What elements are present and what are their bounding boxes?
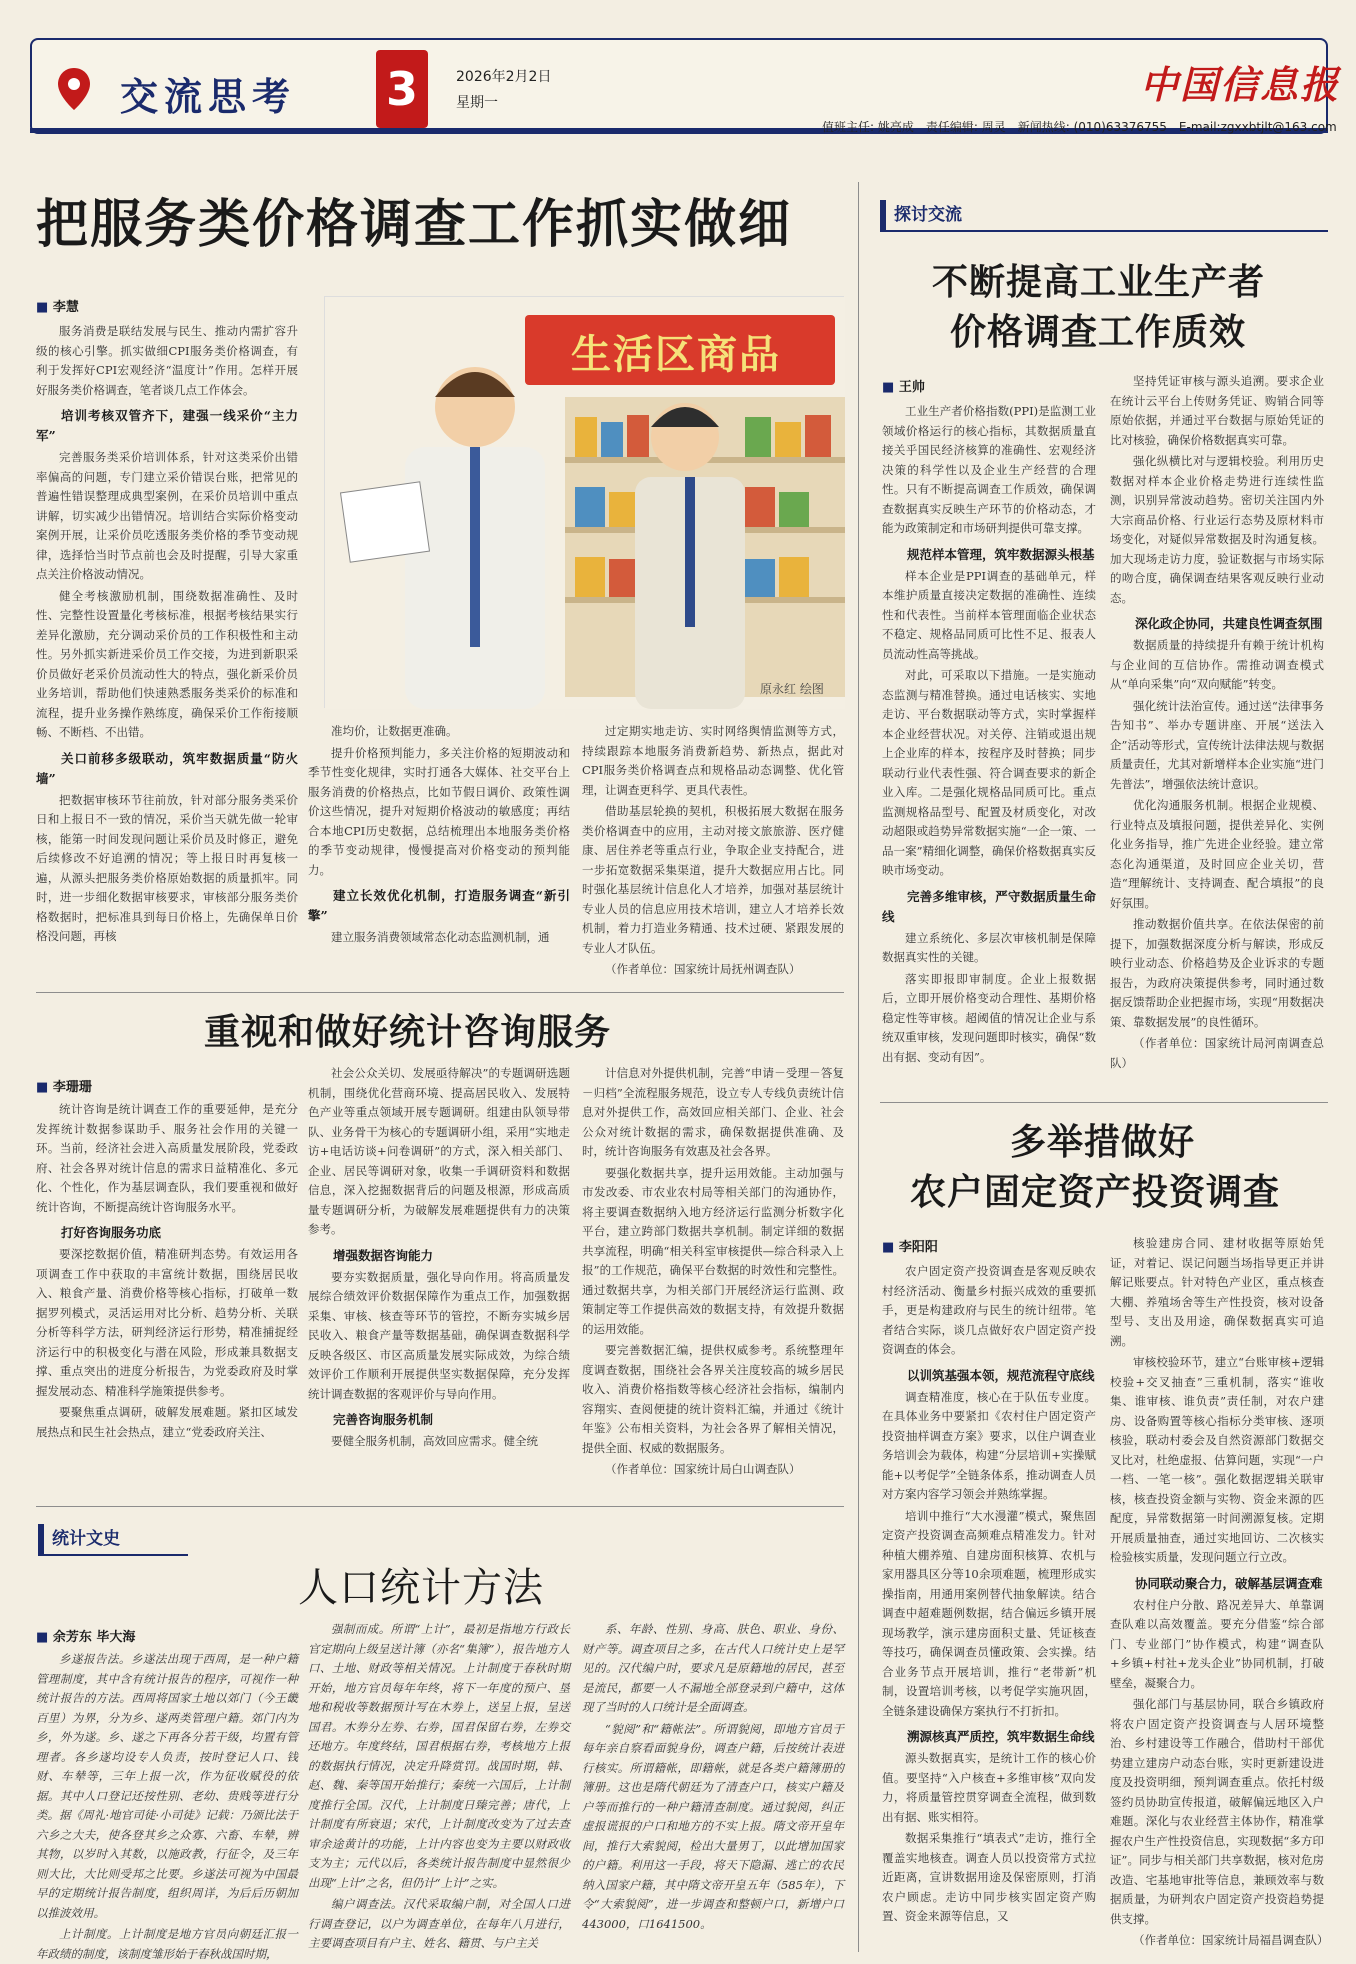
article1-author: ■ 李慧 xyxy=(36,296,79,315)
subheading: 关口前移多级联动，筑牢数据质量“防火墙” xyxy=(36,750,298,786)
article4-column-tag: 探讨交流 xyxy=(880,200,962,230)
subheading: 深化政企协同，共建良性调查氛围 xyxy=(1135,616,1323,631)
paragraph: 核验建房合同、建材收据等原始凭证，对着记、误记问题当场指导更正并讲解记账要点。针对特色产业区，重点核查大棚、养殖场舍等生产性投资，核对设备型号、支出及用途，确保数据真实可追溯。 xyxy=(1110,1236,1324,1348)
paragraph: 把数据审核环节往前放，针对部分服务类采价日和上报日不一致的情况，采价当天就先做一轮审核，能第一时间发现问题让采价员及时修正，避免后续修改不好追溯的情况；等上报日时再复核一遍，从源头把服务类价格原始数据的质量抓牢。同时，进一步细化数据审核要求，审核部分服务类价格数据时，把标准具到每日价格上，先确保单日价格没问题，再核 xyxy=(36,792,298,943)
article1-title: 把服务类价格调查工作抓实做细 xyxy=(36,194,793,255)
column-divider xyxy=(858,182,859,1952)
subheading: 规范样本管理，筑牢数据源头根基 xyxy=(907,546,1095,562)
section-title: 交流思考 xyxy=(120,74,297,119)
article4-column-2 xyxy=(1110,372,1324,1102)
paragraph: 优化沟通服务机制。根据企业规模、行业特点及填报问题，提供差异化、实例化业务指导，推广先进企业经验。建立常态化沟通渠道，及时回应企业关切，营造“理解统计、支持调查、配合填报”的良好氛围。 xyxy=(1110,798,1324,910)
article2-column-1 xyxy=(36,1100,298,1500)
issue-weekday: 星期一 xyxy=(456,95,498,111)
paragraph: 审核校验环节，建立“台账审核+逻辑校验+交叉抽查”三重机制，落实“谁收集、谁审核、谁负责”责任制，对农户建房、设备购置等核心指标分类审核、逐项核验，联动村委会及自然资源部门数据交叉比对，杜绝虚报、估算问题，实现“一户一档、一笔一核”。强化数据逻辑关联审核，核查投资金额与实物、资金来源的匹配度，异常数据第一时间溯源复核。定期开展质量抽查，通过实地回访、二次核实检验核实质量，发现问题立行立改。 xyxy=(1110,1355,1324,1564)
paragraph: 上计制度。上计制度是地方官员向朝廷汇报一年政绩的制度，该制度雏形始于春秋战国时期， xyxy=(36,1927,298,1961)
paragraph: 过定期实地走访、实时网络舆情监测等方式，持续跟踪本地服务消费新趋势、新热点，据此对CPI服务类价格调查点和规格品动态调整、优化管理，让调查更科学、更具代表性。 xyxy=(582,724,844,797)
subheading: 以训筑基强本领，规范流程守底线 xyxy=(907,1367,1095,1383)
paragraph: 推动数据价值共享。在依法保密的前提下，加强数据深度分析与解读，形成反映行业动态、价格趋势及企业诉求的专题报告，为政府决策提供参考，同时通过数据反馈帮助企业把握市场，实现“用数据决策、靠数据发展”的良性循环。 xyxy=(1110,917,1324,1029)
article1-column-2 xyxy=(308,722,570,982)
paragraph: 农户固定资产投资调查是客观反映农村经济活动、衡量乡村振兴成效的重要抓手，更是构建政府与民生的统计纽带。笔者结合实际，谈几点做好农户固定资产投资调查的体会。 xyxy=(882,1264,1096,1356)
paragraph: 健全考核激励机制，围绕数据准确性、及时性、完整性设置量化考核标准，根据考核结果实行差异化激励，充分调动采价员的工作积极性和主动性。另外抓实新进采价员工作交接，为进到新职采价员做好老采价员流动性大的特点，强化新采价员业务培训，帮助他们快速熟悉服务类采价的标准和流程，提升业务操作熟练度，确保采价工作衔接顺畅、不断档、不出错。 xyxy=(36,588,298,739)
issue-date: 2026年2月2日 xyxy=(456,69,552,85)
article4-title-line2: 价格调查工作质效 xyxy=(950,311,1247,353)
article3-column-2 xyxy=(308,1620,570,1950)
paragraph: 服务消费是联结发展与民生、推动内需扩容升级的核心引擎。抓实做细CPI服务类价格调查，有利于发挥好CPI宏观经济“温度计”作用。怎样开展好服务类价格调查，笔者谈几点工作体会。 xyxy=(36,324,298,397)
article2-column-2 xyxy=(308,1064,570,1500)
subheading: 建立长效优化机制，打造服务调查“新引擎” xyxy=(308,888,570,923)
subheading: 增强数据咨询能力 xyxy=(333,1247,434,1263)
article-divider xyxy=(36,992,844,993)
article2-author: ■ 李珊珊 xyxy=(36,1076,92,1095)
article2-title: 重视和做好统计咨询服务 xyxy=(204,1011,612,1053)
paragraph: 要聚焦重点调研，破解发展难题。紧扣区域发展热点和民生社会热点，建立“党委政府关注、 xyxy=(36,1405,298,1439)
article4-tag-underline xyxy=(880,230,1328,232)
paragraph: （作者单位：国家统计局福昌调查队） xyxy=(1133,1933,1329,1947)
paragraph: 提升价格预判能力，多关注价格的短期波动和季节性变化规律，实时打通各大媒体、社交平台上服务消费的价格热点，比如节假日调价、政策性调价这些情况，提升对短期价格波动的敏感度；再结合本地CPI历史数据，总结梳理出本地服务类价格的季节变动规律，慢慢提高对价格变动的预判能力。 xyxy=(308,745,570,877)
illustration-sign-text: 生活区商品 xyxy=(571,331,781,378)
paragraph: 强化统计法治宣传。通过送“法律事务告知书”、举办专题讲座、开展“送法入企”活动等形式，宣传统计法律法规与数据质量责任，尤其对新增样本企业实施“进门先普法”，增强依法统计意识。 xyxy=(1110,698,1324,791)
paragraph: 强化纵横比对与逻辑校验。利用历史数据对样本企业价格走势进行连续性监测，识别异常波动趋势。密切关注国内外大宗商品价格、行业运行态势及原材料市场变化，对疑似异常数据及时沟通复核。加大现场走访力度，验证数据与市场实际的吻合度，确保调查结果客观反映行业动态。 xyxy=(1110,454,1324,605)
paragraph: 农村住户分散、路况差异大、单靠调查队难以高效覆盖。要充分借鉴“综合部门、专业部门”协作模式，构建“调查队+乡镇+村社+龙头企业”协同机制，打破壁垒，凝聚合力。 xyxy=(1110,1597,1324,1690)
newspaper-logo: 中国信息报 xyxy=(1140,62,1341,107)
paragraph: 统计咨询是统计调查工作的重要延伸，是充分发挥统计数据参谋助手、服务社会作用的关键一环。当前，经济社会进入高质量发展阶段，党委政府、社会各界对统计信息的需求日益精准化、多元化、个性化，作为基层调查队，我们要重视和做好统计咨询，不断提高统计咨询服务水平。 xyxy=(36,1102,298,1214)
article-divider xyxy=(880,1102,1328,1103)
paragraph: “貌阅”和“籍帐法”。所谓貌阅，即地方官员于每年亲自察看面貌身份，调查户籍，后按统计表进行核实。所谓籍帐，即籍帐，就是各类户籍簿册的簿册。这也是隋代朝廷为了清查户口，核实户籍及户等而推行的一种户籍清查制度。通过貌阅，纠正虚报谎报的户口和地方的不实上报。隋文帝开皇年间，推行大索貌阅，检出大量男丁，以此增加国家的户籍。利用这一手段，将天下隐漏、逃亡的农民纳入国家户籍，其中隋文帝开皇五年（585年），下令“大索貌阅”，进一步调查和整顿户口，新增户口443000，口1641500。 xyxy=(582,1721,844,1931)
location-pin-icon xyxy=(56,66,92,112)
page-number: 3 xyxy=(376,50,428,128)
paragraph: 样本企业是PPI调查的基础单元，样本维护质量直接决定数据的准确性、连续性和代表性。当前样本管理面临企业状态不稳定、规格品同质可比性不足、报表人员流动性高等挑战。 xyxy=(882,568,1096,661)
editor-credits: 值班主任: 姚亮成 责任编辑: 周灵 新闻热线: (010)63376755 E-mail:zgxxbtjlt@163.com xyxy=(822,120,1337,134)
paragraph: 完善服务类采价培训体系，针对这类采价出错率偏高的问题，专门建立采价错误台账，把常见的普遍性错误整理成典型案例，在采价员培训中重点讲解，切实减少出错情况。培训结合实际价格变动案例开展，让采价员吃透服务类价格的季节变动规律，选择恰当时节点前也会及时提醒，引导大家重点关注价格波动情况。 xyxy=(36,450,298,581)
paragraph: 坚持凭证审核与源头追溯。要求企业在统计云平台上传财务凭证、购销合同等原始依据，并通过平台数据与原始凭证的比对核验，确保价格数据真实可靠。 xyxy=(1110,374,1324,447)
article3-column-3 xyxy=(582,1620,844,1950)
paragraph: 建立系统化、多层次审核机制是保障数据真实性的关键。 xyxy=(882,930,1096,964)
paragraph: 要完善数据汇编，提供权威参考。系统整理年度调查数据，围绕社会各界关注度较高的城乡居民收入、消费价格指数等核心经济社会指标，编制内容翔实、查阅便捷的统计资料汇编，并通过《统计年鉴》公布相关资料，为社会各界了解相关情况，提供全面、权威的数据服务。 xyxy=(582,1343,844,1455)
article3-author: ■ 余芳东 毕大海 xyxy=(36,1626,135,1645)
paragraph: 编户调查法。汉代采取编户制，对全国人口进行调查登记，以户为调查单位，在每年八月进行，主要调查项目有户主、姓名、籍贯、与户主关 xyxy=(308,1897,570,1950)
paragraph: 要深挖数据价值，精准研判态势。有效运用各项调查工作中获取的丰富统计数据，围绕居民收入、粮食产量、消费价格等核心指标，打破单一数据罗列模式，灵活运用对比分析、趋势分析、关联分析等科学方法，研判经济运行形势，精准捕捉经济运行中的积极变化与潜在风险，形成兼具数据支撑、重点突出的进度分析报告，为党委政府及时掌握发展动态、精准科学施策提供参考。 xyxy=(36,1247,298,1398)
article5-column-2 xyxy=(1110,1234,1329,1952)
article5-title-line2: 农户固定资产投资调查 xyxy=(910,1171,1281,1213)
paragraph: 培训中推行“大水漫灌”模式，聚焦固定资产投资调查高频难点精准发力。针对种植大棚养殖、自建房面积核算、农机与家用器具区分等10余项难题，梳理形成实操指南，用通用案例替代抽象解读。结合调查中超难题例数据，结合偏远乡镇开展现场教学，演示建房面积丈量、凭证核查等技巧，确保调查员懂政策、会实操。结合业务节点开展培训，推行“老带新”机制，设置培训考核，以考促学实施巩固，全链条建设确保方案执行不打折扣。 xyxy=(882,1508,1096,1718)
article2-column-3 xyxy=(582,1064,844,1500)
paragraph: 计信息对外提供机制，完善“申请－受理－答复－归档”全流程服务规范，设立专人专线负责统计信息对外提供工作，高效回应相关部门、企业、社会公众对统计数据的需求，确保数据提供准确、及时，统计咨询服务有效惠及社会各界。 xyxy=(582,1066,844,1158)
paragraph: 系、年龄、性别、身高、肤色、职业、身份、财产等。调查项目之多，在古代人口统计史上是罕见的。汉代编户时，要求凡是原籍地的居民，甚至是流民，都要一人不漏地全部登录到户籍中，这体现了当时的人口统计是全面调查。 xyxy=(582,1622,844,1714)
article4-author: ■ 王帅 xyxy=(882,376,925,395)
paragraph: 要夯实数据质量，强化导向作用。将高质量发展综合绩效评价数据保障作为重点工作，加强数据采集、审核、核查等环节的管控，不断夯实城乡居民收入、粮食产量等数据基础，确保调查数据科学反映各级区、市区高质量发展实际成效，为综合绩效评价工作顺利开展提供坚实数据保障，充分发挥统计调查数据的客观评价与导向作用。 xyxy=(308,1269,570,1401)
paragraph: （作者单位：国家统计局河南调查总队） xyxy=(1110,1036,1324,1070)
paragraph: 对此，可采取以下措施。一是实施动态监测与精准替换。通过电话核实、实地走访、平台数据联动等方式，实时掌握样本企业经营状况。对关停、注销或退出规上企业库的样本，按程序及时替换；同步联动行业代表性强、符合调查要求的新企业入库。二是强化规格品同质可比。重点监测规格品型号、配置及材质变化，对改动超限或趋势异常数据实施“一企一策、一品一案”精细化调整，确保价格数据真实反映市场变动。 xyxy=(882,668,1096,877)
article5-column-1 xyxy=(882,1262,1096,1952)
article1-column-1 xyxy=(36,322,298,982)
article1-image-caption: 原永红 绘图 xyxy=(760,682,824,696)
paragraph: 准均价，让数据更准确。 xyxy=(331,724,458,738)
paragraph: 借助基层轮换的契机，积极拓展大数据在服务类价格调查中的应用，主动对接文旅旅游、医疗健康、居住养老等重点行业，争取企业支持配合，进一步拓宽数据采集渠道，提升大数据应用占比。同时强化基层统计信息化人才培养，加强对基层统计专业人员的信息应用技术培训，建立人才培养长效机制，着力打造业务精通、技术过硬、紧跟发展的专业人才队伍。 xyxy=(582,804,844,955)
paragraph: 落实即报即审制度。企业上报数据后，立即开展价格变动合理性、基期价格稳定性等审核。超阈值的情况让企业与系统双重审核，发现问题即时核实，确保“数出有据、变动有因”。 xyxy=(882,971,1096,1064)
subheading: 溯源核真严质控，筑牢数据生命线 xyxy=(907,1729,1095,1744)
paragraph: 乡遂报告法。乡遂法出现于西周，是一种户籍管理制度，其中含有统计报告的程序，可视作一种统计报告的方法。西周将国家土地以郊门（今王畿百里）为界，分为乡、遂两类管理户籍。郊门内为乡，外为遂。乡、遂之下再各分若干级，均置有管理者。各乡遂均设专人负责，按时登记人口、钱财、车辇等，三年上报一次，作为征收赋役的依据。其中人口登记还按性别、老幼、贵贱等进行分类。据《周礼·地官司徒·小司徒》记载：乃颁比法于六乡之大夫，使各登其乡之众寡、六畜、车辇，辨其物，以岁时入其数，以施政教，行征令，及三年则大比，大比则受邦之比要。乡遂法可视为中国最早的定期统计报告制度，组织周详，为后后历朝加以推波效用。 xyxy=(36,1652,298,1920)
subheading: 协同联动聚合力，破解基层调查难 xyxy=(1135,1575,1323,1591)
paragraph: （作者单位：国家统计局抚州调查队） xyxy=(605,962,801,976)
subheading: 完善咨询服务机制 xyxy=(333,1412,434,1427)
paragraph: 要健全服务机制，高效回应需求。健全统 xyxy=(331,1434,538,1448)
article3-title: 人口统计方法 xyxy=(298,1565,544,1611)
subheading: 培训考核双管齐下，建强一线采价“主力军” xyxy=(36,408,298,443)
paragraph: 源头数据真实，是统计工作的核心价值。要坚持“入户核查+多维审核”双向发力，将质量管控贯穿调查全流程，做到数出有据、账实相符。 xyxy=(882,1751,1096,1824)
subheading: 打好咨询服务功底 xyxy=(61,1225,162,1240)
article4-title-line1: 不断提高工业生产者 xyxy=(932,261,1266,303)
article5-author: ■ 李阳阳 xyxy=(882,1236,938,1255)
paragraph: 强制而成。所谓“上计”，最初是指地方行政长官定期向上级呈送计簿（亦名“集簿”），报告地方人口、土地、财政等相关情况。上计制度于春秋时期开始，地方官员每年年终，将下一年度的预户、垦地和税收等数据预计写在木券上，送呈上报，呈送国君。木券分左券、右券，国君保留右券，左券交还地方。年度终结，国君根据右券，考核地方上报的数据执行情况，决定升降赏罚。战国时期，韩、赵、魏、秦等国开始推行；秦统一六国后，上计制度推行全国。汉代，上计制度日臻完善；唐代，上计制度有所衰退；宋代，上计制度改变为了过去查审余途黄计的功能，上计内容也变为主要以财政收支为主；元代以后，各类统计报告制度中显然很少出现“上计”之名，但仍计“上计”之实。 xyxy=(308,1622,570,1890)
paragraph: （作者单位：国家统计局白山调查队） xyxy=(605,1462,801,1476)
article1-illustration xyxy=(324,296,844,708)
paragraph: 强化部门与基层协同，联合乡镇政府将农户固定资产投资调查与人居环境整治、乡村建设等工作融合，借助村干部优势建立建房户动态台账，实时更新建设进度及投资明细，预判调查重点。依托村级签约员协助宣传报道，破解偏远地区入户难题。深化与农业经营主体协作，精准掌握农户生产性投资信息，实现数据“多方印证”。同步与相关部门共享数据，核对危房改造、宅基地审批等信息，兼顾效率与数据质量，为研判农户固定资产投资趋势提供支撑。 xyxy=(1110,1697,1324,1926)
paragraph: 工业生产者价格指数(PPI)是监测工业领域价格运行的核心指标，其数据质量直接关乎国民经济核算的准确性、宏观经济决策的科学性以及企业生产经营的合理性。只有不断提高调查工作质效，确保调查数据真实反映生产环节的价格动态，才能为政策制定和市场研判提供可靠支撑。 xyxy=(882,404,1096,535)
article3-column-1 xyxy=(36,1650,298,1961)
article3-tag-underline xyxy=(38,1554,188,1556)
paragraph: 要强化数据共享，提升运用效能。主动加强与市发改委、市农业农村局等相关部门的沟通协作，将主要调查数据纳入地方经济运行监测分析数字化平台，建立跨部门数据共享机制。制定详细的数据共享流程，明确“相关科室审核提供—综合科录入上报”的工作规范，确保平台数据的时效性和完整性。通过数据共享，为相关部门开展经济运行监测、政策制定等工作提供高效的数据支持，有效提升数据的运用效能。 xyxy=(582,1165,844,1336)
paragraph: 数据采集推行“填表式”走访，推行全覆盖实地核查。调查人员以投资常方式拉近距离，宣讲数据用途及保密原则，打消农户顾虑。走访中同步核实固定资产购置、资金来源等信息，又 xyxy=(882,1831,1096,1923)
article3-column-tag: 统计文史 xyxy=(38,1524,120,1554)
paragraph: 建立服务消费领域常态化动态监测机制，通 xyxy=(331,930,550,944)
article1-column-3 xyxy=(582,722,844,982)
paragraph: 调查精准度，核心在于队伍专业度。在具体业务中要紧扣《农村住户固定资产投资抽样调查方案》要求，以住户调查业务培训会为载体，构建“分层培训+实操赋能+以考促学”全链条体系，推动调查人员对方案内容学习领会并熟练掌握。 xyxy=(882,1389,1096,1501)
article-divider xyxy=(36,1506,844,1507)
article5-title-line1: 多举措做好 xyxy=(1010,1121,1196,1163)
paragraph: 数据质量的持续提升有赖于统计机构与企业间的互信协作。需推动调查模式从“单向采集”向“双向赋能”转变。 xyxy=(1110,638,1324,691)
subheading: 完善多维审核，严守数据质量生命线 xyxy=(882,888,1096,924)
article4-column-1 xyxy=(882,402,1096,1102)
paragraph: 社会公众关切、发展亟待解决”的专题调研选题机制，围绕优化营商环境、提高居民收入、发展特色产业等重点领域开展专题调研。组建由队领导带队、业务骨干为核心的专题调研小组，采用“实地走访+电话访谈+问卷调研”的方式，深入相关部门、企业、居民等调研对象，收集一手调研资料和数据信息，深入挖掘数据背后的问题及根源，形成高质量专题调研分析，为破解发展难题提供有力的决策参考。 xyxy=(308,1066,570,1236)
